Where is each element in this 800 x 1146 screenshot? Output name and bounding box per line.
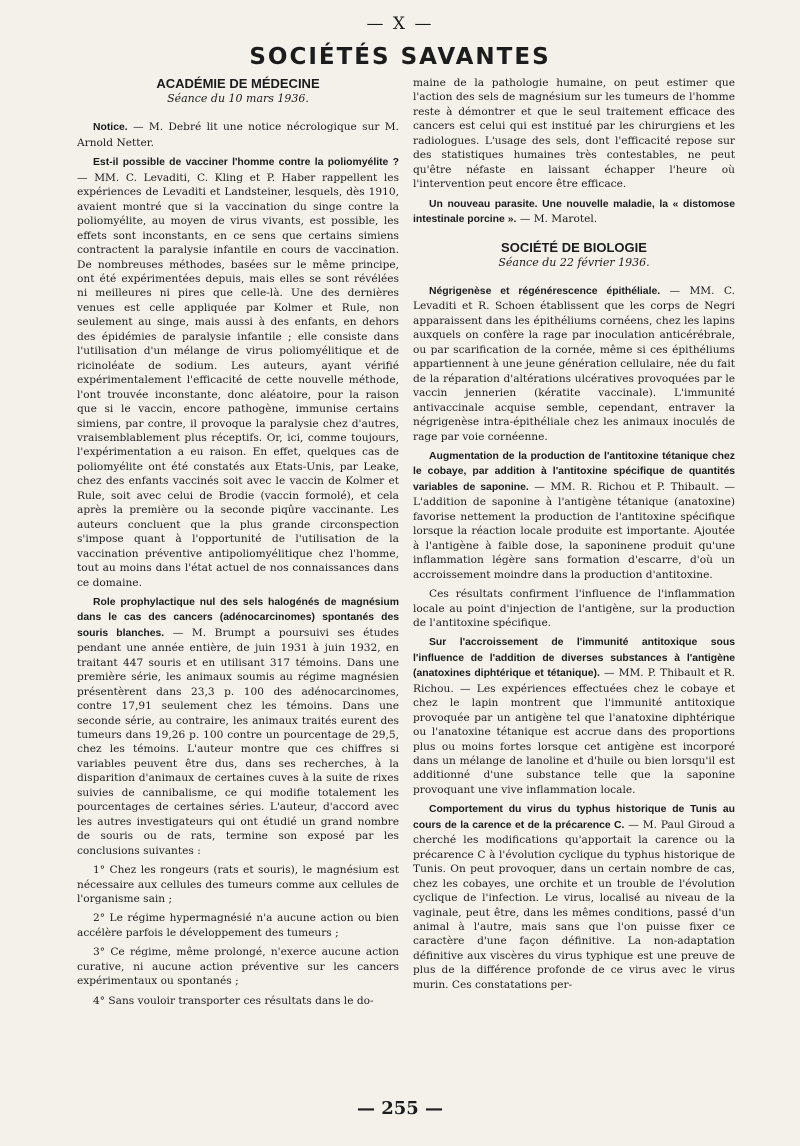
paragraph-resultats: Ces résultats confirment l'influence de l'inflammation locale au point d'injection de l'antigène, sur la production de l'antitoxine spécifique. xyxy=(413,588,735,629)
paragraph-negrigenese xyxy=(413,284,735,444)
paragraph-text: — M. Brumpt a poursuivi ses études pendant une année entière, de juin 1931 à juin 1932, en traitant 447 souris et en utilisant 317 témoins. Dans une première série, les animaux soumis au régime magnésien présentèrent dans 23,3 p. 100 des adénocarcinomes, contre 17,91 seulement chez les témoins. Dans une seconde série, au contraire, les animaux traités eurent des tumeurs dans 19,26 p. 100 contre un pourcentage de 29,5, chez les témoins. L'auteur montre que ces chiffres si variables peuvent être dus, dans ses recherches, à la disparition d'animaux de certaines cuves à la suite de rixes suivies de cannibalisme, ce qui modifie totalement les pourcentages de certaines séries. L'auteur, d'accord avec les autres investigateurs qui ont étudié un grand nombre de souris ou de rats, termine son exposé par les conclusions suivantes : xyxy=(77,626,399,857)
paragraph-poliomyelite xyxy=(77,155,399,590)
paragraph-text: — MM. C. Levaditi et R. Schoen établissent que les corps de Negri apparaissent dans les épithéliums cornéens, chez les lapins auxquels on confère la rage par inoculation anticérébrale, ou par scarification de la cornée, même si ces épithéliums appartiennent à une jeune génération cellulaire, née du fait de la réparation d'altérations ulcératives provoquées par le vaccin jennerien (kératite vaccinale). L'immunité antivaccinale acquise semble, cependant, entraver la négrigenèse intra-épithéliale chez les animaux inoculés de rage par voie cornéenne. xyxy=(413,284,735,443)
paragraph-continuation: maine de la pathologie humaine, on peut estimer que l'action des sels de magnésium sur les tumeurs de l'homme reste à démontrer et que le seul traitement efficace des cancers est celui qui est institué par les chirurgiens et les radiologues. L'usage des sels, dont l'efficacité repose sur des statistiques humaines très contestables, ne peut qu'être néfaste en laissant échapper l'heure où l'intervention peut encore être efficace. xyxy=(413,77,735,191)
seance-date-academie: Séance du 10 mars 1936. xyxy=(167,92,309,105)
paragraph-antitoxine xyxy=(413,449,735,582)
page-number: — 255 — xyxy=(356,1098,444,1119)
paragraph-heading: Notice. xyxy=(93,122,128,134)
paragraph-immunite xyxy=(413,635,735,797)
page-title: SOCIÉTÉS SAVANTES xyxy=(249,44,551,70)
paragraph-heading: Augmentation de la production de l'antitoxine tétanique chez le cobaye, par addition à l'antitoxine spécifique de quantités variables de saponine. xyxy=(413,450,735,493)
paragraph-heading: Comportement du virus du typhus historique de Tunis au cours de la carence et de la précarence C. xyxy=(413,804,735,831)
paragraph-heading: Sur l'accroissement de l'immunité antitoxique sous l'influence de l'addition de diverses substances à l'antigène (anatoxines diphtérique et tétanique). xyxy=(413,637,735,680)
conclusion-item-2: 2° Le régime hypermagnésié n'a aucune action ou bien accélère parfois le développement des tumeurs ; xyxy=(77,912,399,939)
section-title-academie: ACADÉMIE DE MÉDECINE xyxy=(156,76,320,91)
paragraph-typhus xyxy=(413,802,735,992)
paragraph-text: — MM. P. Thibault et R. Richou. — Les expériences effectuées chez le cobaye et chez le lapin montrent que l'immunité antitoxique provoquée par un antigène tel que l'anatoxine diphtérique ou l'anatoxine tétanique est accrue dans des proportions plus ou moins fortes lorsque cet antigène est incorporé dans un mélange de lanoline et d'huile ou bien lorsqu'il est additionné d'une substance telle que la saponine provoquant une vive inflammation locale. xyxy=(413,667,735,796)
paragraph-notice xyxy=(77,120,399,150)
paragraph-magnesium xyxy=(77,595,399,858)
conclusion-item-3: 3° Ce régime, même prolongé, n'exerce aucune action curative, ni aucune action préventive sur les cancers expérimentaux ou spontanés ; xyxy=(77,946,399,988)
paragraph-text: — M. Marotel. xyxy=(516,213,598,226)
paragraph-heading: Négrigenèse et régénérescence épithéliale. xyxy=(429,285,661,297)
paragraph-text: — M. Debré lit une notice nécrologique sur M. Arnold Netter. xyxy=(77,121,399,149)
paragraph-parasite xyxy=(413,197,735,228)
section-title-biologie: SOCIÉTÉ DE BIOLOGIE xyxy=(501,239,647,255)
right-column xyxy=(413,76,735,1101)
left-column xyxy=(77,76,399,1101)
paragraph-text: — MM. C. Levaditi, C. Kling et P. Haber rappellent les expériences de Levaditi et Landsteiner, lesquels, dès 1910, avaient montré que si la vaccination du singe contre la poliomyélite, au moyen de virus vivants, est possible, les effets sont inconstants, en ce sens que certains simiens contractent la paralysie infantile en cours de vaccination. De nombreuses méthodes, basées sur le même principe, ont été expérimentées depuis, mais elles se sont révélées ni meilleures ni pires que celle-là. Une des dernières venues est celle appliquée par Kolmer et Rule, non seulement au singe, mais aussi à des enfants, en dehors des épidémies de paralysie infantile ; elle consiste dans l'utilisation d'un mélange de virus poliomyélitique et de ricinoléate de sodium. Les auteurs, ayant vérifié expérimentalement l'efficacité de cette nouvelle méthode, l'ont trouvée inconstante, donc aléatoire, pour la raison que si le vaccin, encore pathogène, immunise certains simiens, par contre, il provoque la paralysie chez d'autres, vraisemblablement plus réceptifs. Or, ici, comme toujours, l'expérimentation a eu raison. En effet, quelques cas de poliomyélite ont été constatés aux Etats-Unis, par Leake, chez des enfants vaccinés soit avec le vaccin de Kolmer et Rule, soit avec celui de Brodie (vaccin formolé), et cela après la première ou la seconde piqûre vaccinante. Les auteurs concluent que la plus grande circonspection s'impose quant à l'opportunité de l'utilisation de la vaccination préventive antipoliomyélitique chez l'homme, tout au moins dans l'état actuel de nos connaissances dans ce domaine. xyxy=(77,171,399,589)
conclusion-item-1: 1° Chez les rongeurs (rats et souris), le magnésium est nécessaire aux cellules des tumeurs comme aux cellules de l'organisme sain ; xyxy=(77,864,399,906)
paragraph-heading: Role prophylactique nul des sels halogénés de magnésium dans le cas des cancers (adénocarcinomes) spontanés des souris blanches. xyxy=(77,596,399,639)
paragraph-text: — M. Paul Giroud a cherché les modifications qu'apportait la carence ou la précarence C à l'évolution cyclique du typhus historique de Tunis. On peut provoquer, dans un certain nombre de cas, chez les cobayes, une orchite et un trouble de l'évolution cyclique de l'infection. Le virus, localisé au niveau de la vaginale, peut être, dans les mêmes conditions, passé d'un animal à l'autre, mais sans que l'on puisse fixer ce caractère d'une façon définitive. La non-adaptation définitive aux viscères du virus typhique est une preuve de plus de la différence profonde de ce virus avec le virus murin. Ces constatations per- xyxy=(413,818,735,991)
paragraph-text: — MM. R. Richou et P. Thibault. — L'addition de saponine à l'antigène tétanique (anatoxine) favorise nettement la production de l'antitoxine spécifique lorsque la réaction locale produite est importante. Ajoutée à l'antigène à faible dose, la saponinene produit qu'une inflammation légère sans formation d'escarre, d'où un accroissement moindre dans la production d'antitoxine. xyxy=(413,480,735,581)
paragraph-heading: Est-il possible de vacciner l'homme contre la poliomyélite ? xyxy=(93,157,399,169)
conclusion-item-4: 4° Sans vouloir transporter ces résultats dans le do- xyxy=(93,994,374,1007)
seance-date-biologie: Séance du 22 février 1936. xyxy=(498,255,650,269)
paragraph-heading: Un nouveau parasite. Une nouvelle maladie, la « distomose intestinale porcine ». xyxy=(413,198,735,226)
section-number: — X — xyxy=(366,14,434,34)
